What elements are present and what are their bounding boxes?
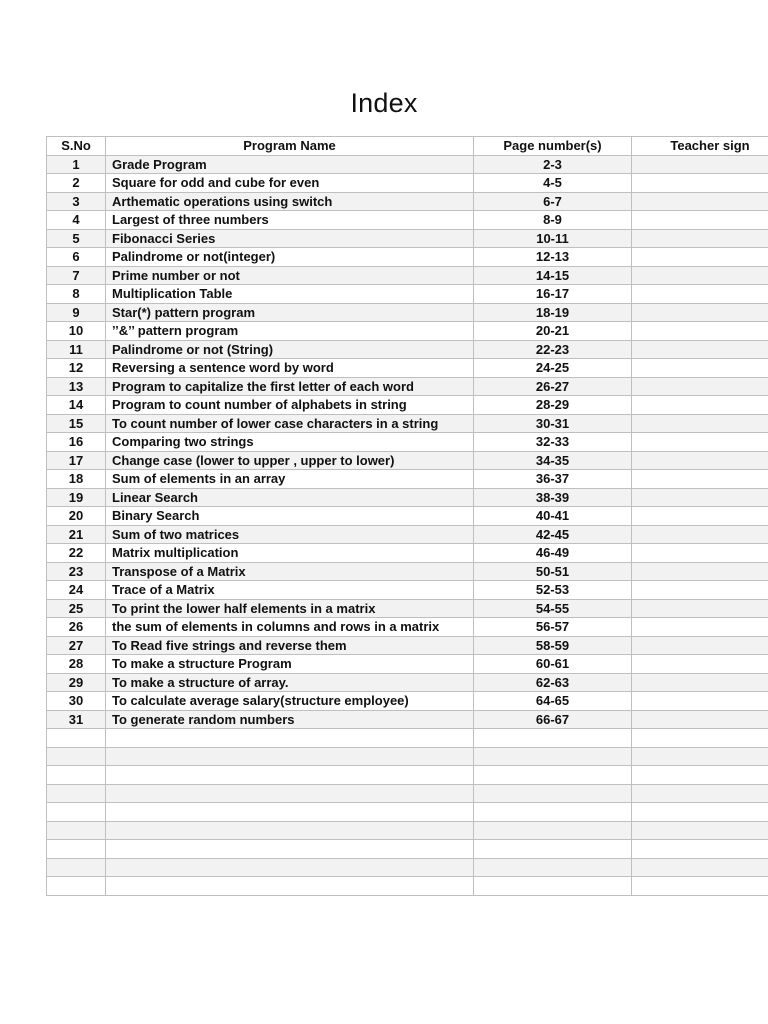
cell-teacher-sign [632, 562, 768, 581]
cell-program-name: To count number of lower case characters in a string [106, 414, 474, 433]
header-page-numbers: Page number(s) [474, 137, 632, 156]
cell-sno [47, 840, 106, 859]
cell-teacher-sign [632, 396, 768, 415]
cell-page-numbers: 64-65 [474, 692, 632, 711]
table-row [47, 840, 768, 859]
cell-page-numbers [474, 729, 632, 748]
cell-program-name [106, 877, 474, 896]
cell-program-name: Comparing two strings [106, 433, 474, 452]
cell-sno: 2 [47, 174, 106, 193]
cell-teacher-sign [632, 673, 768, 692]
cell-sno: 27 [47, 636, 106, 655]
cell-page-numbers: 10-11 [474, 229, 632, 248]
cell-teacher-sign [632, 692, 768, 711]
table-row [47, 488, 768, 507]
cell-sno: 3 [47, 192, 106, 211]
cell-page-numbers: 30-31 [474, 414, 632, 433]
cell-program-name: Matrix multiplication [106, 544, 474, 563]
table-row [47, 710, 768, 729]
cell-program-name: the sum of elements in columns and rows in a matrix [106, 618, 474, 637]
cell-page-numbers: 62-63 [474, 673, 632, 692]
cell-sno: 23 [47, 562, 106, 581]
cell-teacher-sign [632, 266, 768, 285]
header-teacher-sign: Teacher sign [632, 137, 768, 156]
page-title: Index [350, 88, 418, 118]
cell-teacher-sign [632, 433, 768, 452]
table-header [47, 137, 768, 156]
cell-program-name: To generate random numbers [106, 710, 474, 729]
cell-sno: 19 [47, 488, 106, 507]
cell-sno: 16 [47, 433, 106, 452]
cell-teacher-sign [632, 414, 768, 433]
cell-program-name: Arthematic operations using switch [106, 192, 474, 211]
cell-program-name: To calculate average salary(structure employee) [106, 692, 474, 711]
cell-page-numbers: 2-3 [474, 155, 632, 174]
cell-page-numbers: 18-19 [474, 303, 632, 322]
cell-sno: 31 [47, 710, 106, 729]
cell-teacher-sign [632, 248, 768, 267]
cell-page-numbers: 6-7 [474, 192, 632, 211]
cell-page-numbers: 58-59 [474, 636, 632, 655]
table-row [47, 174, 768, 193]
cell-page-numbers: 42-45 [474, 525, 632, 544]
cell-program-name [106, 840, 474, 859]
table-row [47, 821, 768, 840]
cell-page-numbers: 36-37 [474, 470, 632, 489]
cell-sno: 9 [47, 303, 106, 322]
cell-teacher-sign [632, 544, 768, 563]
table-row [47, 562, 768, 581]
cell-teacher-sign [632, 655, 768, 674]
cell-program-name [106, 803, 474, 822]
cell-sno: 8 [47, 285, 106, 304]
table-row [47, 784, 768, 803]
table-row [47, 803, 768, 822]
cell-teacher-sign [632, 821, 768, 840]
cell-sno [47, 784, 106, 803]
cell-teacher-sign [632, 377, 768, 396]
cell-sno: 25 [47, 599, 106, 618]
cell-sno: 22 [47, 544, 106, 563]
cell-page-numbers: 14-15 [474, 266, 632, 285]
cell-teacher-sign [632, 285, 768, 304]
cell-sno: 21 [47, 525, 106, 544]
cell-sno: 11 [47, 340, 106, 359]
cell-sno: 7 [47, 266, 106, 285]
cell-program-name [106, 747, 474, 766]
cell-sno: 13 [47, 377, 106, 396]
cell-teacher-sign [632, 858, 768, 877]
cell-sno: 6 [47, 248, 106, 267]
header-sno: S.No [47, 137, 106, 156]
table-row [47, 581, 768, 600]
table-row [47, 229, 768, 248]
cell-teacher-sign [632, 618, 768, 637]
cell-teacher-sign [632, 229, 768, 248]
table-row [47, 877, 768, 896]
table-row [47, 729, 768, 748]
table-row [47, 858, 768, 877]
cell-program-name: Square for odd and cube for even [106, 174, 474, 193]
cell-teacher-sign [632, 211, 768, 230]
cell-page-numbers: 8-9 [474, 211, 632, 230]
cell-page-numbers: 52-53 [474, 581, 632, 600]
cell-program-name: Transpose of a Matrix [106, 562, 474, 581]
cell-sno: 14 [47, 396, 106, 415]
cell-sno: 15 [47, 414, 106, 433]
cell-program-name: ’’&’’ pattern program [106, 322, 474, 341]
cell-program-name: Sum of two matrices [106, 525, 474, 544]
cell-sno: 29 [47, 673, 106, 692]
cell-teacher-sign [632, 359, 768, 378]
cell-sno: 30 [47, 692, 106, 711]
table-row [47, 544, 768, 563]
cell-page-numbers: 50-51 [474, 562, 632, 581]
cell-program-name: Binary Search [106, 507, 474, 526]
table-row [47, 599, 768, 618]
cell-sno: 26 [47, 618, 106, 637]
cell-sno: 1 [47, 155, 106, 174]
cell-sno [47, 766, 106, 785]
cell-sno: 10 [47, 322, 106, 341]
cell-page-numbers: 32-33 [474, 433, 632, 452]
cell-teacher-sign [632, 784, 768, 803]
table-row [47, 155, 768, 174]
cell-teacher-sign [632, 747, 768, 766]
cell-page-numbers: 24-25 [474, 359, 632, 378]
table-row [47, 470, 768, 489]
cell-teacher-sign [632, 470, 768, 489]
cell-page-numbers: 20-21 [474, 322, 632, 341]
cell-program-name: Palindrome or not (String) [106, 340, 474, 359]
cell-teacher-sign [632, 766, 768, 785]
cell-page-numbers: 16-17 [474, 285, 632, 304]
cell-teacher-sign [632, 729, 768, 748]
table-row [47, 211, 768, 230]
cell-teacher-sign [632, 340, 768, 359]
table-row [47, 655, 768, 674]
cell-page-numbers: 56-57 [474, 618, 632, 637]
cell-page-numbers: 54-55 [474, 599, 632, 618]
cell-program-name [106, 858, 474, 877]
cell-program-name: To print the lower half elements in a matrix [106, 599, 474, 618]
cell-page-numbers [474, 766, 632, 785]
table-row [47, 507, 768, 526]
header-row [47, 137, 768, 156]
cell-sno: 28 [47, 655, 106, 674]
cell-sno: 17 [47, 451, 106, 470]
header-program-name: Program Name [106, 137, 474, 156]
cell-program-name: Program to capitalize the first letter of each word [106, 377, 474, 396]
table-body [47, 155, 768, 895]
cell-program-name: Star(*) pattern program [106, 303, 474, 322]
table-row [47, 340, 768, 359]
cell-program-name: Grade Program [106, 155, 474, 174]
table-row [47, 766, 768, 785]
table-row [47, 692, 768, 711]
cell-teacher-sign [632, 803, 768, 822]
cell-page-numbers: 22-23 [474, 340, 632, 359]
table-row [47, 396, 768, 415]
cell-teacher-sign [632, 710, 768, 729]
cell-sno: 24 [47, 581, 106, 600]
cell-teacher-sign [632, 877, 768, 896]
cell-page-numbers: 28-29 [474, 396, 632, 415]
table-row [47, 747, 768, 766]
cell-page-numbers: 4-5 [474, 174, 632, 193]
cell-program-name: Program to count number of alphabets in string [106, 396, 474, 415]
cell-sno [47, 729, 106, 748]
cell-teacher-sign [632, 451, 768, 470]
cell-program-name [106, 784, 474, 803]
cell-page-numbers: 60-61 [474, 655, 632, 674]
cell-program-name: Sum of elements in an array [106, 470, 474, 489]
cell-program-name: Largest of three numbers [106, 211, 474, 230]
cell-sno: 5 [47, 229, 106, 248]
cell-page-numbers: 66-67 [474, 710, 632, 729]
cell-program-name: Trace of a Matrix [106, 581, 474, 600]
cell-sno: 18 [47, 470, 106, 489]
table-row [47, 414, 768, 433]
cell-program-name [106, 766, 474, 785]
cell-page-numbers [474, 803, 632, 822]
cell-sno [47, 858, 106, 877]
table-row [47, 433, 768, 452]
cell-teacher-sign [632, 525, 768, 544]
table-row [47, 618, 768, 637]
cell-program-name: To Read five strings and reverse them [106, 636, 474, 655]
table-row [47, 525, 768, 544]
cell-program-name: Palindrome or not(integer) [106, 248, 474, 267]
cell-teacher-sign [632, 303, 768, 322]
cell-page-numbers [474, 784, 632, 803]
cell-sno [47, 821, 106, 840]
cell-program-name: Linear Search [106, 488, 474, 507]
cell-sno: 12 [47, 359, 106, 378]
cell-teacher-sign [632, 840, 768, 859]
table-row [47, 451, 768, 470]
table-row [47, 285, 768, 304]
cell-sno: 4 [47, 211, 106, 230]
table-row [47, 636, 768, 655]
table-row [47, 192, 768, 211]
cell-page-numbers: 26-27 [474, 377, 632, 396]
cell-page-numbers: 12-13 [474, 248, 632, 267]
cell-teacher-sign [632, 507, 768, 526]
cell-teacher-sign [632, 322, 768, 341]
cell-page-numbers [474, 877, 632, 896]
index-table [46, 136, 768, 896]
table-row [47, 673, 768, 692]
cell-program-name [106, 729, 474, 748]
table-row [47, 322, 768, 341]
cell-program-name: Fibonacci Series [106, 229, 474, 248]
cell-program-name: Prime number or not [106, 266, 474, 285]
cell-teacher-sign [632, 488, 768, 507]
cell-teacher-sign [632, 636, 768, 655]
cell-page-numbers [474, 747, 632, 766]
table-row [47, 377, 768, 396]
cell-sno [47, 803, 106, 822]
cell-page-numbers: 34-35 [474, 451, 632, 470]
cell-program-name [106, 821, 474, 840]
table-row [47, 248, 768, 267]
cell-teacher-sign [632, 155, 768, 174]
cell-teacher-sign [632, 192, 768, 211]
cell-page-numbers: 38-39 [474, 488, 632, 507]
cell-page-numbers: 46-49 [474, 544, 632, 563]
cell-program-name: Change case (lower to upper , upper to lower) [106, 451, 474, 470]
table-row [47, 303, 768, 322]
cell-sno [47, 877, 106, 896]
table-row [47, 266, 768, 285]
cell-program-name: Reversing a sentence word by word [106, 359, 474, 378]
cell-sno: 20 [47, 507, 106, 526]
cell-page-numbers: 40-41 [474, 507, 632, 526]
cell-page-numbers [474, 821, 632, 840]
cell-program-name: Multiplication Table [106, 285, 474, 304]
cell-sno [47, 747, 106, 766]
cell-program-name: To make a structure Program [106, 655, 474, 674]
table-row [47, 359, 768, 378]
cell-page-numbers [474, 840, 632, 859]
cell-page-numbers [474, 858, 632, 877]
cell-teacher-sign [632, 599, 768, 618]
cell-teacher-sign [632, 174, 768, 193]
cell-teacher-sign [632, 581, 768, 600]
cell-program-name: To make a structure of array. [106, 673, 474, 692]
